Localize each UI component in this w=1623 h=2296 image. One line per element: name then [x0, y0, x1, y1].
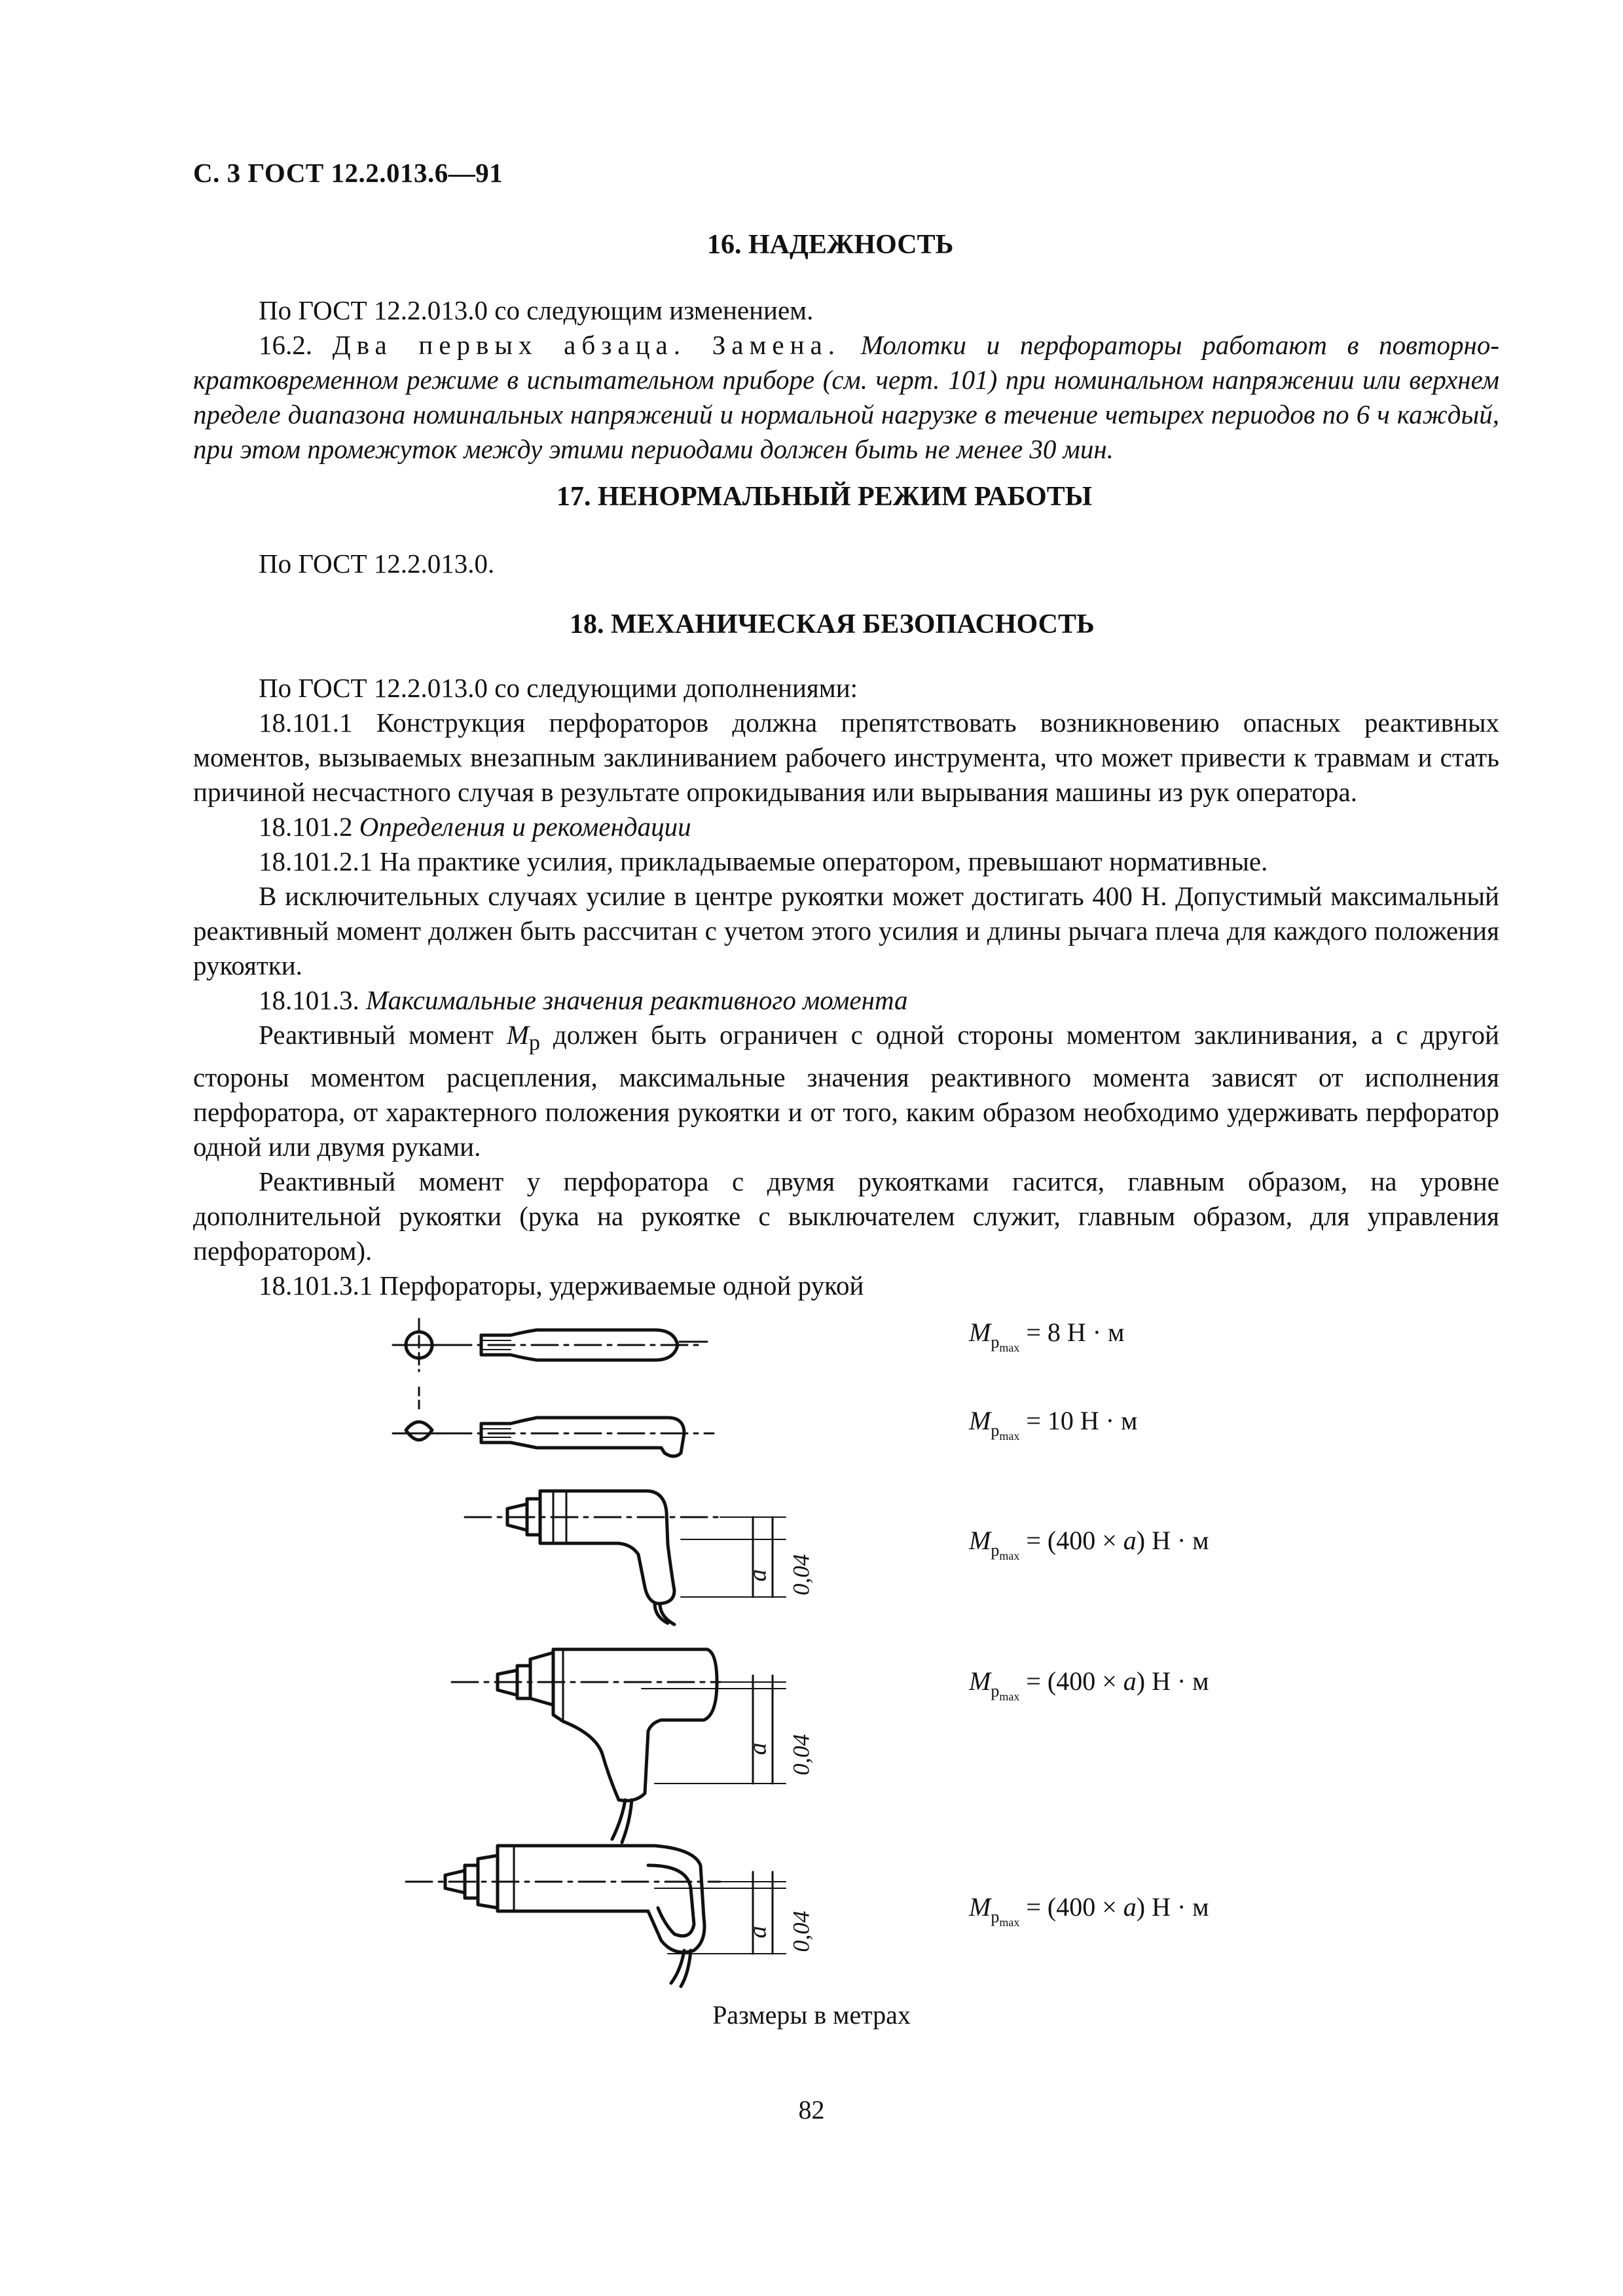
clause-number: 16.2.	[259, 330, 333, 360]
section-17-body	[193, 547, 1499, 581]
paragraph: В исключительных случаях усилие в центре рукоятки может достигать 400 Н. Допустимый максимальный реактивный момент должен быть рассчитан с учетом этого усилия и длины рычага плеча для каждого положения рукоятки.	[193, 881, 1499, 980]
formula-4: $M_{p_{max}} = (400 \times a) Н \cdot м$	[969, 1666, 1209, 1703]
spaced-text: Два первых абзаца. Замена.	[332, 330, 841, 360]
tool-figure	[367, 1296, 877, 2003]
formula-5: $M_{p_{max}} = (400 \times a) Н \cdot м$	[969, 1892, 1209, 1929]
page-number: 82	[798, 2095, 825, 2125]
italic-text: Молотки и перфораторы работают в повторно-кратковременном режиме в испытательном приборе (см. черт. 101) при номинальном напряжении или верхнем пределе диапазона номинальных напряжений и нормальной нагрузке в течение четырех периодов по 6 ч каждый, при этом промежуток между этими периодами должен быть не менее 30 мин.	[193, 330, 1500, 464]
dimension-004-label: 0,04	[788, 1910, 814, 1952]
paragraph: 18.101.2 Определения и рекомендации	[259, 812, 691, 842]
dimension-a-label: a	[744, 1569, 772, 1582]
paragraph: 18.101.1 Конструкция перфораторов должна препятствовать возникновению опасных реактивных моментов, вызываемых внезапным заклиниванием рабочего инструмента, что может привести к травмам и стать причиной несчастного случая в результате опрокидывания или вырывания машины из рук оператора.	[193, 708, 1499, 807]
section-16-body	[193, 293, 1499, 467]
d-handle-drill-drawing	[406, 1846, 786, 1986]
italic-text: Максимальные значения реактивного момента	[366, 985, 908, 1015]
section-18-body	[193, 671, 1499, 1303]
dimension-004-label: 0,04	[788, 1554, 814, 1596]
paragraph	[193, 328, 1499, 467]
paragraph: Реактивный момент у перфоратора с двумя рукоятками гасится, главным образом, на уровне дополнительной рукоятки (рука на рукоятке с выключателем служит, главным образом, для управления перфоратором).	[193, 1166, 1499, 1266]
straight-tool-drawing	[393, 1319, 707, 1371]
italic-text: Определения и рекомендации	[359, 812, 691, 842]
formula-2: $M_{p_{max}} = 10$ Н · м	[969, 1406, 1138, 1443]
section-18-title: 18. МЕХАНИЧЕСКАЯ БЕЗОПАСНОСТЬ	[570, 609, 1095, 639]
section-17-title: 17. НЕНОРМАЛЬНЫЙ РЕЖИМ РАБОТЫ	[556, 482, 1093, 512]
paragraph: По ГОСТ 12.2.013.0 со следующим изменением.	[259, 295, 814, 325]
pistol-drill-1-drawing	[465, 1491, 786, 1624]
paragraph: Реактивный момент $M_р$ должен быть ограничен с одной стороны моментом заклинивания, а с другой стороны моментом расцепления, максимальные значения реактивного момента зависят от исполнения перфоратора, от характерного положения рукоятки и от того, каким образом необходимо удерживать перфоратор одной или двумя руками.	[193, 1020, 1499, 1162]
paragraph: 18.101.3. Максимальные значения реактивного момента	[259, 985, 908, 1015]
pistol-drill-2-drawing	[452, 1649, 786, 1842]
paragraph: По ГОСТ 12.2.013.0 со следующими дополнениями:	[259, 673, 858, 703]
paragraph: По ГОСТ 12.2.013.0.	[259, 548, 495, 579]
page-header: С. 3 ГОСТ 12.2.013.6—91	[193, 158, 503, 188]
formula-1: $M_{p_{max}} = 8$ Н · м	[969, 1318, 1125, 1354]
dimension-a-label: a	[744, 1742, 772, 1755]
dimension-a-label: a	[744, 1926, 772, 1939]
bent-tool-drawing	[393, 1388, 714, 1456]
formula-3: $M_{p_{max}} = (400 \times a) Н \cdot м$	[969, 1526, 1209, 1562]
section-16-title: 16. НАДЕЖНОСТЬ	[707, 230, 954, 260]
paragraph: 18.101.3.1 Перфораторы, удерживаемые одной рукой	[259, 1270, 864, 1301]
figure-caption: Размеры в метрах	[712, 2000, 911, 2030]
dimension-004-label: 0,04	[788, 1734, 814, 1776]
paragraph: 18.101.2.1 На практике усилия, прикладываемые оператором, превышают нормативные.	[259, 846, 1268, 876]
